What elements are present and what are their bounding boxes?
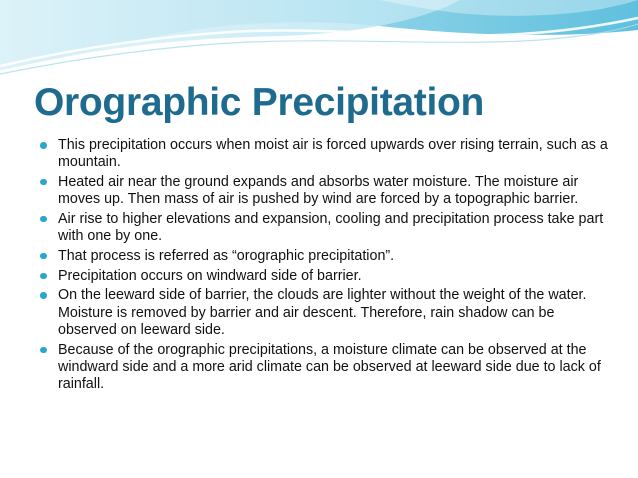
- bullet-item: [40, 137, 608, 172]
- bullet-dot-icon: [40, 292, 47, 299]
- bullet-dot-icon: [40, 253, 47, 260]
- bullet-item: [40, 211, 608, 246]
- bullet-item: [40, 287, 608, 339]
- bullet-text: Precipitation occurs on windward side of barrier.: [58, 267, 362, 284]
- bullet-list: [40, 137, 608, 396]
- bullet-text: Heated air near the ground expands and absorbs water moisture. The moisture air moves up. Then mass of air is pushed by wind are forced by a topographic barrier.: [58, 173, 579, 208]
- bullet-item: [40, 248, 608, 265]
- bullet-text: On the leeward side of barrier, the clouds are lighter without the weight of the water. Moisture is removed by barrier and air descent. Therefore, rain shadow can be observed on leeward side.: [58, 287, 587, 338]
- bullet-dot-icon: [40, 216, 47, 223]
- bullet-text: Because of the orographic precipitations, a moisture climate can be observed at the windward side and a more arid climate can be observed at leeward side due to lack of rainfall.: [58, 341, 601, 393]
- bullet-dot-icon: [40, 273, 47, 280]
- bullet-text: That process is referred as “orographic precipitation”.: [58, 247, 395, 264]
- bullet-item: [40, 174, 608, 209]
- bullet-text: Air rise to higher elevations and expansion, cooling and precipitation process take part with one by one.: [58, 210, 604, 245]
- bullet-dot-icon: [40, 347, 47, 354]
- slide-title: Orographic Precipitation: [34, 81, 485, 124]
- bullet-item: [40, 268, 608, 285]
- bullet-dot-icon: [40, 142, 47, 149]
- header-wave-decoration: [0, 0, 638, 80]
- bullet-dot-icon: [40, 179, 47, 186]
- bullet-text: This precipitation occurs when moist air is forced upwards over rising terrain, such as a mountain.: [58, 137, 608, 171]
- bullet-item: [40, 342, 608, 394]
